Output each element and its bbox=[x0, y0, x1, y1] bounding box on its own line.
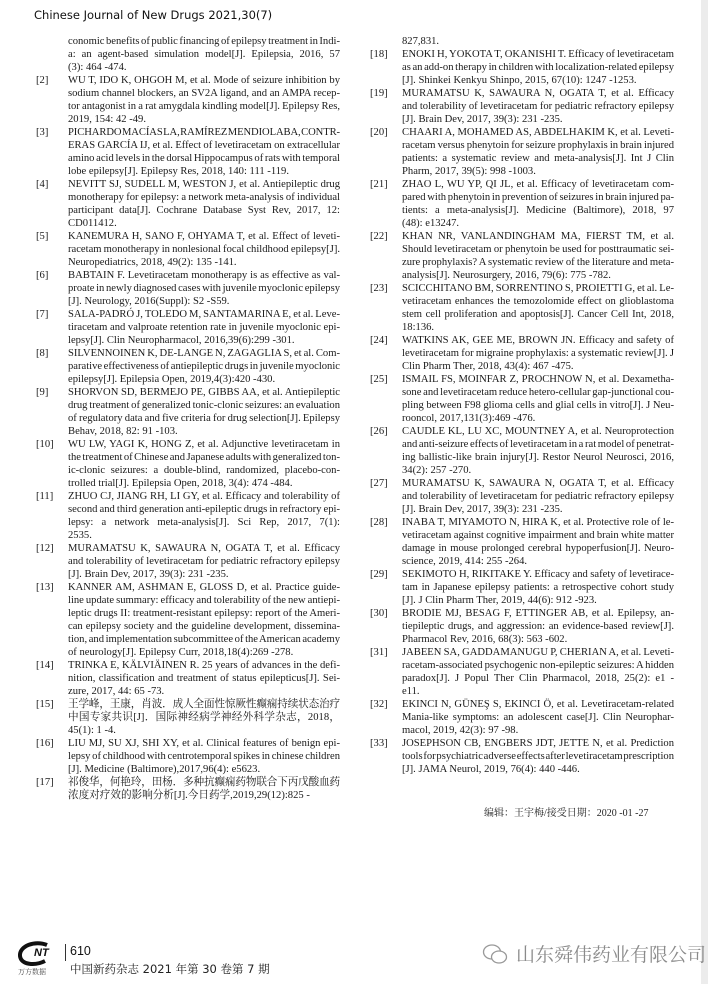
reference-line: SILVENNOINEN K, DE-LANGE N, ZAGAGLIA S, et al. Com- bbox=[68, 348, 340, 359]
reference-number: [5] bbox=[36, 231, 49, 242]
reference-number: [7] bbox=[36, 309, 49, 320]
reference-item bbox=[370, 178, 674, 230]
reference-line: macol, 2019, 42(3): 97 -98. bbox=[402, 725, 519, 736]
reference-line: SALA-PADRÓ J, TOLEDO M, SANTAMARINA E, et al. Leve- bbox=[68, 309, 340, 320]
reference-number: [25] bbox=[370, 374, 388, 385]
reference-line: tiepileptic drugs, and aggression: an evidence-based review[J]. bbox=[402, 621, 674, 632]
reference-line: tools for psychiatric adverse effects after levetiracetam prescription bbox=[402, 751, 674, 762]
reference-line: of regulatory data and five criteria for drug selection[J]. Epilepsy bbox=[68, 413, 340, 424]
reference-line: sone and levetiracetam reduce hetero-cellular gap-junctional cou- bbox=[402, 387, 674, 398]
reference-item bbox=[36, 542, 340, 581]
reference-line: KANNER AM, ASHMAN E, GLOSS D, et al. Practice guide- bbox=[68, 582, 340, 593]
reference-item bbox=[36, 386, 340, 438]
reference-line: 2535. bbox=[68, 530, 92, 541]
journal-header: Chinese Journal of New Drugs 2021,30(7) bbox=[34, 8, 273, 22]
reference-number: [30] bbox=[370, 608, 388, 619]
reference-line: sodium channel blockers, an SV2A ligand, and an AMPA recep- bbox=[68, 88, 340, 99]
reference-item bbox=[36, 776, 340, 802]
reference-line: a: an agent-based simulation model[J]. Epilepsia, 2016, 57 bbox=[68, 49, 340, 60]
reference-item bbox=[36, 308, 340, 347]
reference-number: [3] bbox=[36, 127, 49, 138]
reference-line: BABTAIN F. Levetiracetam monotherapy is as effective as val- bbox=[68, 270, 340, 281]
reference-line: WU T, IDO K, OHGOH M, et al. Mode of seizure inhibition by bbox=[68, 75, 340, 86]
page-edge bbox=[701, 0, 708, 984]
reference-line: SHORVON SD, BERMEJO PE, GIBBS AA, et al. Antiepileptic bbox=[68, 387, 340, 398]
reference-number: [11] bbox=[36, 491, 54, 502]
reference-line: [J]. Neurology, 2016(Suppl): S2 -S59. bbox=[68, 296, 230, 307]
reference-number: [29] bbox=[370, 569, 388, 580]
reference-line: conomic benefits of public financing of epilepsy treatment in Indi- bbox=[68, 36, 340, 47]
reference-line: 45(1): 1 -4. bbox=[68, 725, 116, 736]
reference-item bbox=[370, 334, 674, 373]
reference-number: [13] bbox=[36, 582, 54, 593]
reference-line: racetam versus phenytoin for seizure prophylaxis in brain injured bbox=[402, 140, 674, 151]
reference-line: 中国专家共识[J]．国际神经病学神经外科学杂志，2018， bbox=[68, 712, 340, 723]
reference-item bbox=[370, 126, 674, 178]
reference-line: monotherapy for epilepsy: a network meta-analysis of individual bbox=[68, 192, 340, 203]
reference-line: LIU MJ, SU XJ, SHI XY, et al. Clinical features of benign epi- bbox=[68, 738, 340, 749]
reference-line: vetiracetam enhances the temozolomide effect on glioblastoma bbox=[402, 296, 674, 307]
reference-line: Neuropediatrics, 2018, 49(2): 135 -141. bbox=[68, 257, 237, 268]
references-right-column bbox=[370, 35, 674, 776]
reference-line: Should levetiracetam or phenytoin be used for posttraumatic sei- bbox=[402, 244, 674, 255]
reference-line: of neurology[J]. Epilepsy Curr, 2018,18(4):269 -278. bbox=[68, 647, 294, 658]
reference-line: tients: a meta-analysis[J]. Medicine (Baltimore), 2018, 97 bbox=[402, 205, 674, 216]
reference-item bbox=[36, 698, 340, 737]
reference-line: 34(2): 257 -270. bbox=[402, 465, 472, 476]
reference-item bbox=[370, 737, 674, 776]
reference-line: racetam-associated psychogenic non-epileptic seizures: A hidden bbox=[402, 660, 674, 671]
reference-line: ic-clonic seizures: a double-blind, randomized, placebo-con- bbox=[68, 465, 340, 476]
reference-item bbox=[370, 516, 674, 568]
reference-line: ZHAO L, WU YP, QI JL, et al. Efficacy of levetiracetam com- bbox=[402, 179, 674, 190]
reference-item bbox=[36, 269, 340, 308]
reference-line: ing ballistic-like brain injury[J]. Restor Neurol Neurosci, 2016, bbox=[402, 452, 674, 463]
footer-divider bbox=[65, 944, 66, 961]
reference-continuation bbox=[402, 35, 674, 48]
reference-line: science, 2019, 414: 255 -264. bbox=[402, 556, 528, 567]
reference-line: pared with phenytoin in prevention of seizures in brain injured pa- bbox=[402, 192, 674, 203]
reference-number: [20] bbox=[370, 127, 388, 138]
reference-number: [32] bbox=[370, 699, 388, 710]
reference-item bbox=[36, 230, 340, 269]
reference-number: [14] bbox=[36, 660, 54, 671]
reference-line: BRODIE MJ, BESAG F, ETTINGER AB, et al. Epilepsy, an- bbox=[402, 608, 674, 619]
reference-line: Mania-like symptoms: an adolescent case[J]. Clin Neurophar- bbox=[402, 712, 674, 723]
reference-number: [26] bbox=[370, 426, 388, 437]
svg-text:NT: NT bbox=[34, 947, 49, 959]
reference-item bbox=[36, 659, 340, 698]
reference-number: [27] bbox=[370, 478, 388, 489]
reference-number: [21] bbox=[370, 179, 388, 190]
reference-line: the treatment of Chinese and Japanese adults with generalized ton- bbox=[68, 452, 340, 463]
watermark bbox=[482, 940, 706, 967]
reference-item bbox=[370, 48, 674, 87]
reference-line: vetiracetam against cognitive impairment and brain white matter bbox=[402, 530, 674, 541]
reference-number: [16] bbox=[36, 738, 54, 749]
reference-item bbox=[36, 737, 340, 776]
reference-line: analysis[J]. Neurosurgery, 2016, 79(6): 775 -782. bbox=[402, 270, 611, 281]
reference-line: [J]. JAMA Neurol, 2019, 76(4): 440 -446. bbox=[402, 764, 580, 775]
reference-line: Behav, 2018, 82: 91 -103. bbox=[68, 426, 178, 437]
reference-number: [12] bbox=[36, 543, 54, 554]
reference-line: damage in mouse prolonged cerebral hypoperfusion[J]. Neuro- bbox=[402, 543, 674, 554]
reference-item bbox=[36, 126, 340, 178]
reference-item bbox=[36, 581, 340, 659]
reference-line: tor antagonist in a rat amygdala kindling model[J]. Epilepsy Res, bbox=[68, 101, 340, 112]
reference-line: patients: a systematic review and meta-analysis[J]. Int J Clin bbox=[402, 153, 674, 164]
reference-number: [17] bbox=[36, 777, 54, 788]
reference-line: and anti-seizure effects of levetiracetam in a rat model of penetrat- bbox=[402, 439, 674, 450]
wechat-icon bbox=[482, 943, 508, 965]
reference-number: [19] bbox=[370, 88, 388, 99]
reference-line: SCICCHITANO BM, SORRENTINO S, PROIETTI G, et al. Le- bbox=[402, 283, 674, 294]
reference-line: as an add-on therapy in children with localization-related epilepsy bbox=[402, 62, 674, 73]
reference-line: paradox[J]. J Popul Ther Clin Pharmacol, 2018, 25(2): e1 - bbox=[402, 673, 674, 684]
reference-line: rooncol, 2017,131(3):469 -476. bbox=[402, 413, 536, 424]
reference-item bbox=[36, 178, 340, 230]
reference-item bbox=[370, 568, 674, 607]
reference-line: 827,831. bbox=[402, 36, 440, 47]
reference-line: 2019, 154: 42 -49. bbox=[68, 114, 146, 125]
reference-number: [31] bbox=[370, 647, 388, 658]
references-left-column bbox=[36, 35, 340, 802]
reference-line: tam in Japanese epilepsy patients: a retrospective cohort study bbox=[402, 582, 674, 593]
reference-item bbox=[370, 373, 674, 425]
reference-line: lobe epilepsy[J]. Epilepsy Res, 2018, 140: 111 -119. bbox=[68, 166, 289, 177]
reference-line: ENOKI H, YOKOTA T, OKANISHI T. Efficacy of levetiracetam bbox=[402, 49, 674, 60]
reference-line: and tolerability of levetiracetam for pediatric refractory epilepsy bbox=[402, 491, 674, 502]
reference-line: parative effectiveness of antiepileptic drugs in juvenile myoclonic bbox=[68, 361, 340, 372]
reference-number: [2] bbox=[36, 75, 49, 86]
reference-line: EKINCI N, GÜNEŞ S, EKINCI Ö, et al. Levetiracetam-related bbox=[402, 699, 674, 710]
reference-line: [J]. Medicine (Baltimore),2017,96(4): e5623. bbox=[68, 764, 261, 775]
reference-number: [6] bbox=[36, 270, 49, 281]
watermark-text: 山东舜伟药业有限公司 bbox=[516, 944, 707, 966]
reference-item bbox=[370, 425, 674, 477]
reference-item bbox=[36, 347, 340, 386]
reference-line: PICHARDO MACÍAS LA, RAMÍREZ MENDIOLA BA, CONTR- bbox=[68, 127, 340, 138]
reference-number: [18] bbox=[370, 49, 388, 60]
reference-line: racetam monotherapy in nonlesional focal childhood epilepsy[J]. bbox=[68, 244, 340, 255]
reference-line: ERAS GARCÍA IJ, et al. Effect of levetiracetam on extracellular bbox=[68, 140, 340, 151]
reference-line: [J]. J Clin Pharm Ther, 2019, 44(6): 912 -923. bbox=[402, 595, 597, 606]
reference-line: drug treatment of generalized tonic-clonic seizures: an evaluation bbox=[68, 400, 340, 411]
reference-line: WATKINS AK, GEE ME, BROWN JN. Efficacy and safety of bbox=[402, 335, 674, 346]
reference-line: pling between F98 glioma cells and glial cells in vitro[J]. J Neu- bbox=[402, 400, 674, 411]
reference-line: MURAMATSU K, SAWAURA N, OGATA T, et al. Efficacy bbox=[402, 88, 674, 99]
reference-line: levetiracetam for migraine prophylaxis: a systematic review[J]. J bbox=[402, 348, 674, 359]
reference-number: [15] bbox=[36, 699, 54, 710]
reference-line: ZHUO CJ, JIANG RH, LI GY, et al. Efficacy and tolerability of bbox=[68, 491, 340, 502]
reference-line: proate in newly diagnosed cases with juvenile myoclonic epilepsy bbox=[68, 283, 340, 294]
reference-item bbox=[36, 74, 340, 126]
reference-number: [10] bbox=[36, 439, 54, 450]
reference-item bbox=[370, 230, 674, 282]
reference-line: CHAARI A, MOHAMED AS, ABDELHAKIM K, et al. Leveti- bbox=[402, 127, 674, 138]
reference-line: 祁俊华，何艳玲，田杨．多种抗癫痫药物联合下丙戊酸血药 bbox=[68, 777, 340, 788]
reference-line: CD011412. bbox=[68, 218, 117, 229]
reference-line: 王学峰，王康，肖波．成人全面性惊厥性癫痫持续状态治疗 bbox=[68, 699, 340, 710]
reference-line: KANEMURA H, SANO F, OHYAMA T, et al. Effect of leveti- bbox=[68, 231, 340, 242]
reference-line: Pharmacol Rev, 2016, 68(3): 563 -602. bbox=[402, 634, 568, 645]
reference-line: zure, 2017, 44: 65 -73. bbox=[68, 686, 165, 697]
reference-line: INABA T, MIYAMOTO N, HIRA K, et al. Protective role of le- bbox=[402, 517, 674, 528]
reference-line: can epilepsy society and the guideline development, dissemina- bbox=[68, 621, 340, 632]
reference-line: [J]. Brain Dev, 2017, 39(3): 231 -235. bbox=[402, 504, 563, 515]
reference-line: [J]. Brain Dev, 2017, 39(3): 231 -235. bbox=[402, 114, 563, 125]
reference-line: (48): e13247. bbox=[402, 218, 460, 229]
reference-line: MURAMATSU K, SAWAURA N, OGATA T, et al. Efficacy bbox=[402, 478, 674, 489]
reference-line: tiracetam and valproate retention rate in juvenile myoclonic epi- bbox=[68, 322, 340, 333]
reference-item bbox=[370, 607, 674, 646]
reference-line: zure prophylaxis? A systematic review of the literature and meta- bbox=[402, 257, 674, 268]
reference-line: NEVITT SJ, SUDELL M, WESTON J, et al. Antiepileptic drug bbox=[68, 179, 340, 190]
reference-number: [33] bbox=[370, 738, 388, 749]
reference-line: ISMAIL FS, MOINFAR Z, PROCHNOW N, et al. Dexametha- bbox=[402, 374, 674, 385]
reference-item bbox=[370, 282, 674, 334]
reference-line: (3): 464 -474. bbox=[68, 62, 127, 73]
reference-line: Pharm, 2017, 39(5): 998 -1003. bbox=[402, 166, 536, 177]
reference-number: [4] bbox=[36, 179, 49, 190]
reference-item bbox=[370, 87, 674, 126]
reference-line: 浓度对疗效的影响分析[J].今日药学,2019,29(12):825 - bbox=[68, 790, 310, 801]
reference-line: line update summary: efficacy and tolerability of the new antiepi- bbox=[68, 595, 340, 606]
reference-line: [J]. Brain Dev, 2017, 39(3): 231 -235. bbox=[68, 569, 229, 580]
reference-number: [22] bbox=[370, 231, 388, 242]
reference-line: JOSEPHSON CB, ENGBERS JDT, JETTE N, et al. Prediction bbox=[402, 738, 674, 749]
journal-logo-icon bbox=[17, 940, 61, 970]
reference-item bbox=[370, 698, 674, 737]
reference-line: and tolerability of levetiracetam for pediatric refractory epilepsy bbox=[68, 556, 340, 567]
reference-line: epilepsy[J]. Epilepsia Open, 2019,4(3):420 -430. bbox=[68, 374, 276, 385]
brand-watermark: 万方数据 bbox=[18, 968, 46, 976]
reference-line: second and third generation anti-epileptic drugs in refractory epi- bbox=[68, 504, 340, 515]
reference-line: lepsy[J]. Clin Neuropharmacol, 2016,39(6):299 -301. bbox=[68, 335, 295, 346]
reference-item bbox=[370, 477, 674, 516]
reference-line: lepsy of childhood with centrotemporal spikes in chinese children bbox=[68, 751, 340, 762]
reference-item bbox=[36, 438, 340, 490]
reference-line: Clin Pharm Ther, 2018, 43(4): 467 -475. bbox=[402, 361, 574, 372]
reference-line: e11. bbox=[402, 686, 420, 697]
footer-journal-title: 中国新药杂志 2021 年第 30 卷第 7 期 bbox=[70, 962, 270, 976]
reference-item bbox=[370, 646, 674, 698]
reference-number: [28] bbox=[370, 517, 388, 528]
reference-line: KHAN NR, VANLANDINGHAM MA, FIERST TM, et al. bbox=[402, 231, 674, 242]
reference-line: TRINKA E, KÄLVIÄINEN R. 25 years of advances in the defi- bbox=[68, 660, 340, 671]
reference-number: [9] bbox=[36, 387, 49, 398]
reference-line: leptic drugs II: treatment-resistant epilepsy: report of the Ameri- bbox=[68, 608, 340, 619]
reference-number: [24] bbox=[370, 335, 388, 346]
reference-line: amino acid levels in the dorsal Hippocampus of rats with temporal bbox=[68, 153, 340, 164]
reference-line: CAUDLE KL, LU XC, MOUNTNEY A, et al. Neuroprotection bbox=[402, 426, 674, 437]
reference-item bbox=[36, 490, 340, 542]
reference-number: [8] bbox=[36, 348, 49, 359]
reference-line: 18:136. bbox=[402, 322, 435, 333]
reference-line: tion, and implementation subcommittee of the American academy bbox=[68, 634, 340, 645]
reference-line: stem cell proliferation and apoptosis[J]. Cancer Cell Int, 2018, bbox=[402, 309, 674, 320]
reference-line: and tolerability of levetiracetam for pediatric refractory epilepsy bbox=[402, 101, 674, 112]
reference-line: [J]. Shinkei Kenkyu Shinpo, 2015, 67(10): 1247 -1253. bbox=[402, 75, 637, 86]
editor-note: 编辑：王宇梅/接受日期：2020 -01 -27 bbox=[484, 808, 649, 819]
reference-line: WU LW, YAGI K, HONG Z, et al. Adjunctive levetiracetam in bbox=[68, 439, 340, 450]
reference-line: lepsy: a network meta-analysis[J]. Sci Rep, 2017, 7(1): bbox=[68, 517, 340, 528]
reference-line: participant data[J]. Cochrane Database Syst Rev, 2017, 12: bbox=[68, 205, 340, 216]
reference-number: [23] bbox=[370, 283, 388, 294]
reference-line: JABEEN SA, GADDAMANUGU P, CHERIAN A, et al. Leveti- bbox=[402, 647, 674, 658]
reference-continuation bbox=[68, 35, 340, 74]
reference-line: SEKIMOTO H, RIKITAKE Y. Efficacy and safety of levetirace- bbox=[402, 569, 674, 580]
reference-line: trolled trial[J]. Epilepsia Open, 2018, 3(4): 474 -484. bbox=[68, 478, 293, 489]
reference-line: MURAMATSU K, SAWAURA N, OGATA T, et al. Efficacy bbox=[68, 543, 340, 554]
page-number: 610 bbox=[70, 944, 91, 958]
reference-line: nition, classification and treatment of status epilepticus[J]. Sei- bbox=[68, 673, 340, 684]
